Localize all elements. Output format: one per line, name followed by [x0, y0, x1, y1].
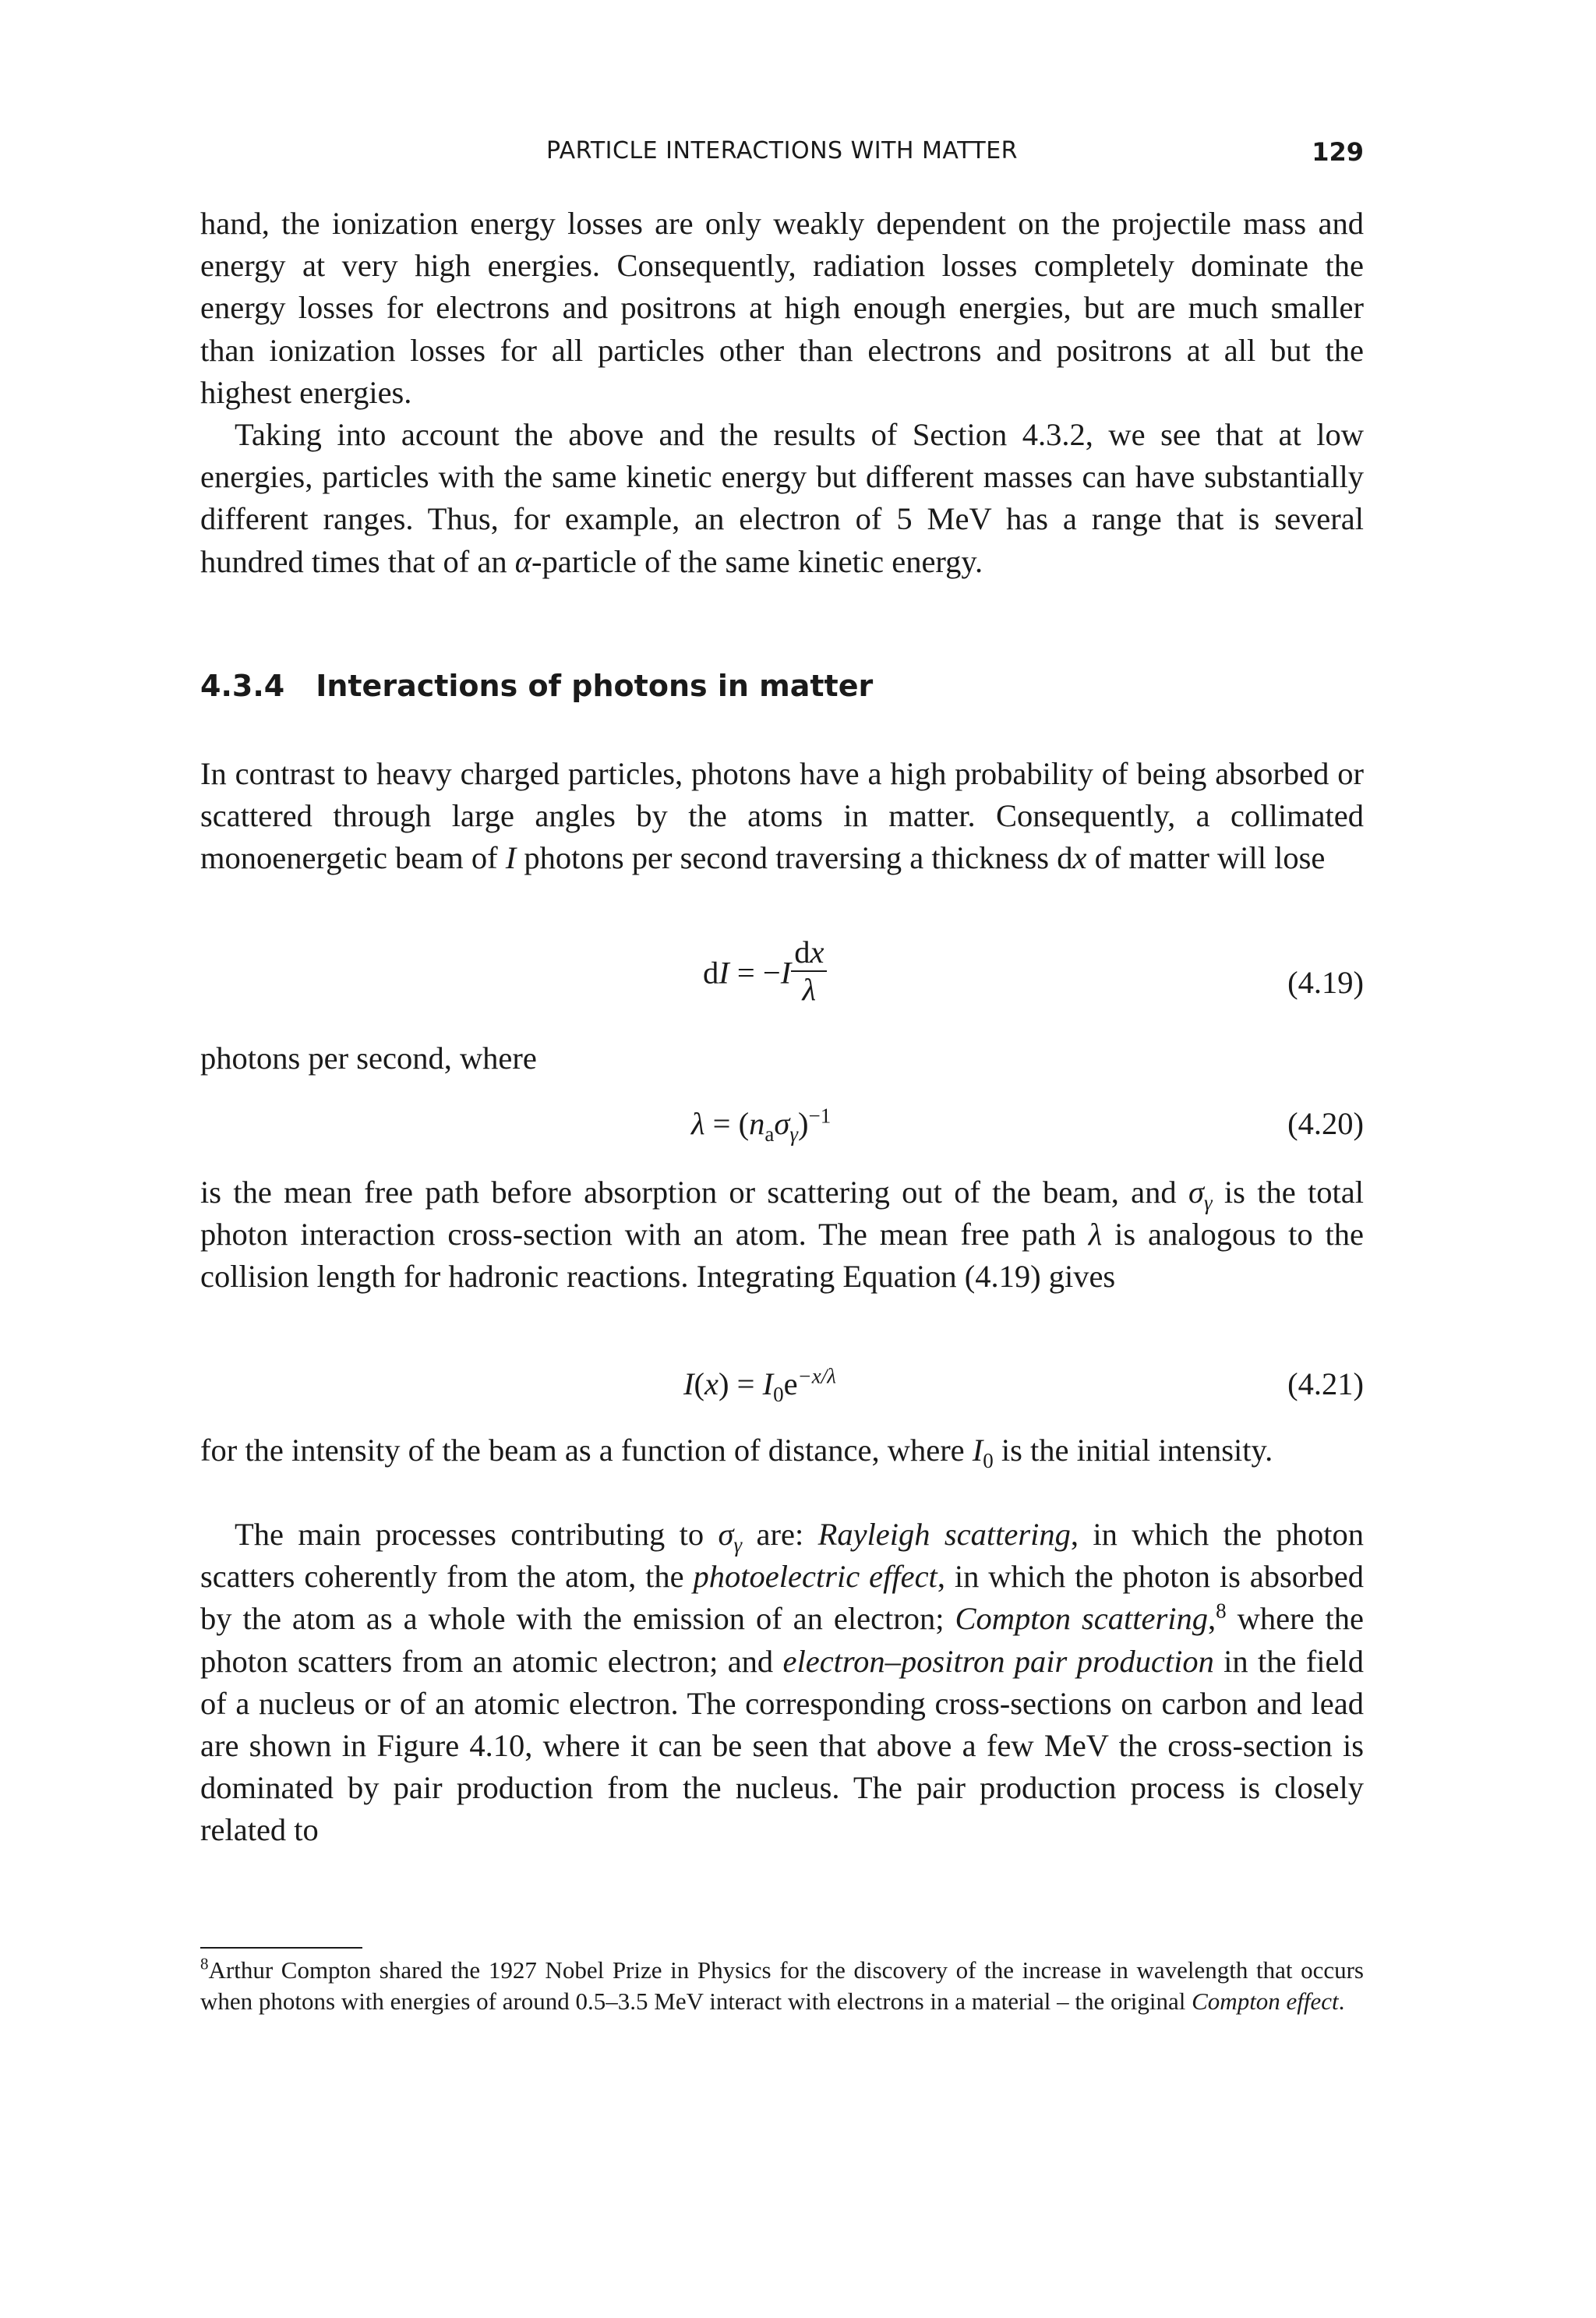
paragraph-4: photons per second, where — [200, 1041, 537, 1076]
footnote-reference: 8 — [1216, 1599, 1227, 1623]
section-heading — [200, 669, 873, 703]
equation-number: (4.21) — [1287, 1366, 1364, 1401]
book-page — [200, 0, 1364, 2318]
running-head — [200, 137, 1364, 171]
equation-4-20-body: $\lambda = (n_a\sigma_\gamma)^{-1}$ — [691, 1104, 832, 1147]
footnote-marker: 8 — [200, 1954, 209, 1973]
running-title: PARTICLE INTERACTIONS WITH MATTER — [546, 137, 1019, 164]
equation-4-21 — [200, 1366, 1364, 1412]
footnote: $^8$Arthur Compton shared the 1927 Nobel Prize in Physics for the discovery of the increase in wavelength that occurs when photons with energies of around 0.5–3.5 MeV interact with electrons in a material – the original Compton effect. — [200, 1954, 1364, 2015]
equation-number: (4.19) — [1287, 965, 1364, 1000]
fraction: $\frac{dx}{\lambda}$ — [791, 935, 827, 1008]
paragraph-7: The main processes contributing to $\sigma_\gamma$ are: Rayleigh scattering, in which the photon scatters coherently from the atom, the photoelectric effect, in which the photon is absorbed by the atom as a whole with the emission of an electron; Compton scattering,$^8$ where the photon scatters from an atomic electron; and electron–positron pair production in the field of a nucleus or of an atomic electron. The corresponding cross-sections on carbon and lead are shown in Figure 4.10, where it can be seen that above a few MeV the cross-section is dominated by pair production from the nucleus. The pair production process is closely related to — [200, 1517, 1365, 1848]
section-title: Interactions of photons in matter — [316, 669, 874, 703]
equation-4-19-body: dI = −I $\frac{dx}{\lambda}$ — [703, 939, 827, 1012]
footnote-divider — [200, 1947, 362, 1949]
paragraph-3: In contrast to heavy charged particles, photons have a high probability of being absorbed or scattered through large angles by the atoms in matter. Consequently, a collimated monoenergetic beam of I photons per second traversing a thickness dx of matter will lose — [200, 756, 1364, 876]
paragraph-6: for the intensity of the beam as a function of distance, where $I_0$ is the initial intensity. — [200, 1433, 1273, 1473]
equation-4-21-body: $I(x) = I_0e^{-x/\lambda}$ — [683, 1364, 836, 1407]
equation-4-20 — [200, 1105, 1364, 1152]
section-number: 4.3.4 — [200, 669, 285, 703]
equation-number: (4.20) — [1287, 1106, 1364, 1141]
paragraph-2: Taking into account the above and the results of Section 4.3.2, we see that at low energies, particles with the same kinetic energy but different masses can have substantially different ranges. Thus, for example, an electron of 5 MeV has a range that is several hundred times that of an α-particle of the same kinetic energy. — [200, 417, 1364, 579]
page-number: 129 — [1312, 137, 1364, 167]
equation-4-19 — [200, 935, 1364, 1025]
paragraph-5: is the mean free path before absorption or scattering out of the beam, and $\sigma_\gamma$ is the total photon interaction cross-section with an atom. The mean free path λ is analogous to the collision length for hadronic reactions. Integrating Equation (4.19) gives — [200, 1175, 1364, 1295]
paragraph-1: hand, the ionization energy losses are only weakly dependent on the projectile mass and energy at very high energies. Consequently, radiation losses completely dominate the energy losses for electrons and positrons at high enough energies, but are much smaller than ionization losses for all particles other than electrons and positrons at all but the highest energies. — [200, 206, 1364, 410]
